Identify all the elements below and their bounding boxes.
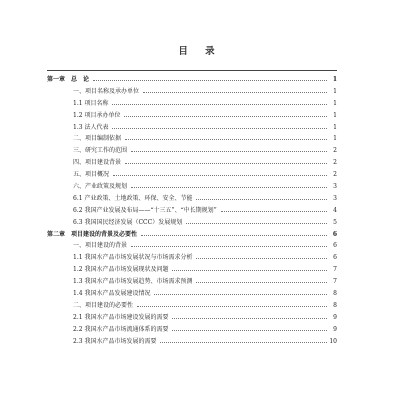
toc-entry[interactable] <box>47 192 337 204</box>
toc-entry-label: 三、研究工作的范围 <box>47 145 129 156</box>
toc-entry[interactable] <box>47 97 337 109</box>
toc-entry-page-number: 8 <box>333 301 337 309</box>
toc-entry[interactable] <box>47 73 337 85</box>
toc-leader-dots <box>131 239 327 247</box>
toc-entry[interactable] <box>47 251 337 263</box>
toc-entry-label: 1.3 我国水产品市场发展趋势、市场需求预测 <box>47 276 194 287</box>
toc-entry-page-number: 10 <box>329 337 337 345</box>
toc-entry-page-number: 7 <box>333 278 337 286</box>
toc-entry-label: 1.3 法人代表 <box>47 122 110 133</box>
toc-entry-page-number: 1 <box>333 87 337 95</box>
toc-entry[interactable] <box>47 335 337 347</box>
toc-leader-dots <box>172 323 327 331</box>
toc-entry-label: 1.4 我国水产品发展建设情况 <box>47 288 152 299</box>
toc-entry-page-number: 5 <box>333 218 337 226</box>
toc-entry-label: 一、项目名称及承办单位 <box>47 86 141 97</box>
toc-leader-dots <box>125 156 327 164</box>
toc-entry[interactable] <box>47 204 337 216</box>
toc-entry[interactable] <box>47 85 337 97</box>
toc-entry-page-number: 8 <box>333 290 337 298</box>
toc-entry-page-number: 6 <box>333 242 337 250</box>
toc-entry-label: 6.1 产业政策、土地政策、环保、安全、节能 <box>47 193 194 204</box>
toc-entry-label: 2.3 我国水产品市场发展的需要 <box>47 336 158 347</box>
toc-leader-dots <box>124 109 327 117</box>
toc-entry-label: 六、产业政策及规划 <box>47 181 129 192</box>
toc-entry-page-number: 1 <box>333 99 337 107</box>
toc-entry[interactable] <box>47 121 337 133</box>
toc-entry-label: 6.2 我国产业发展及布局——“十三五”、“中长期规划” <box>47 205 219 216</box>
toc-entry[interactable] <box>47 156 337 168</box>
toc-entry[interactable] <box>47 168 337 180</box>
toc-leader-dots <box>172 263 327 271</box>
toc-entry-page-number: 6 <box>333 254 337 262</box>
toc-leader-dots <box>172 311 327 319</box>
toc-leader-dots <box>221 204 327 212</box>
toc-entries <box>47 73 337 346</box>
toc-leader-dots <box>93 73 327 81</box>
toc-entry[interactable] <box>47 180 337 192</box>
toc-leader-dots <box>141 228 327 236</box>
toc-entry-label: 1.1 项目名称 <box>47 98 110 109</box>
toc-entry-label: 二、项目编制依据 <box>47 133 123 144</box>
toc-entry[interactable] <box>47 275 337 287</box>
toc-entry-label: 1.2 我国水产品市场发展现状及问题 <box>47 264 170 275</box>
toc-leader-dots <box>131 144 327 152</box>
toc-entry-label: 第一章 总 论 <box>47 74 91 85</box>
toc-leader-dots <box>125 132 327 140</box>
toc-entry[interactable] <box>47 263 337 275</box>
title-divider <box>47 70 337 71</box>
toc-leader-dots <box>137 299 327 307</box>
toc-entry[interactable] <box>47 216 337 228</box>
toc-leader-dots <box>143 85 327 93</box>
toc-entry[interactable] <box>47 109 337 121</box>
toc-entry-label: 1.2 项目承办单位 <box>47 110 122 121</box>
toc-entry-page-number: 1 <box>333 123 337 131</box>
toc-leader-dots <box>196 275 327 283</box>
toc-entry-page-number: 9 <box>333 313 337 321</box>
toc-entry[interactable] <box>47 144 337 156</box>
toc-leader-dots <box>154 287 327 295</box>
toc-entry[interactable] <box>47 132 337 144</box>
toc-entry-page-number: 1 <box>333 111 337 119</box>
toc-entry-page-number: 9 <box>333 325 337 333</box>
toc-leader-dots <box>196 192 327 200</box>
toc-entry-page-number: 3 <box>333 194 337 202</box>
toc-entry-label: 四、项目建设背景 <box>47 157 123 168</box>
toc-entry-page-number: 4 <box>333 206 337 214</box>
toc-leader-dots <box>112 97 327 105</box>
toc-entry[interactable] <box>47 239 337 251</box>
toc-leader-dots <box>113 168 327 176</box>
toc-entry-label: 6.3 我国国民经济发展（CCC）发展规划 <box>47 217 184 228</box>
toc-entry-label: 2.2 我国水产品市场流通体系的需要 <box>47 324 170 335</box>
toc-entry-page-number: 2 <box>333 147 337 155</box>
toc-entry-page-number: 3 <box>333 183 337 191</box>
toc-leader-dots <box>112 121 327 129</box>
toc-entry-page-number: 6 <box>332 230 337 238</box>
toc-entry-label: 1.1 我国水产品市场发展状况与市场需求分析 <box>47 252 194 263</box>
toc-entry[interactable] <box>47 228 337 240</box>
toc-entry-page-number: 2 <box>333 159 337 167</box>
toc-leader-dots <box>196 251 327 259</box>
toc-entry[interactable] <box>47 299 337 311</box>
toc-title: 目 录 <box>178 46 222 57</box>
toc-entry-page-number: 1 <box>332 76 337 83</box>
toc-entry[interactable] <box>47 287 337 299</box>
toc-entry-page-number: 2 <box>333 171 337 179</box>
toc-entry-page-number: 1 <box>333 135 337 143</box>
toc-entry-label: 2.1 我国水产品市场建设发展的需要 <box>47 312 170 323</box>
toc-leader-dots <box>186 216 327 224</box>
toc-leader-dots <box>160 335 327 343</box>
toc-entry-label: 五、项目概况 <box>47 169 111 180</box>
toc-entry[interactable] <box>47 323 337 335</box>
toc-entry-label: 二、项目建设的必要性 <box>47 300 135 311</box>
toc-entry-label: 一、项目建设的背景 <box>47 240 129 251</box>
toc-leader-dots <box>131 180 327 188</box>
toc-entry[interactable] <box>47 311 337 323</box>
toc-entry-page-number: 7 <box>333 266 337 274</box>
toc-entry-label: 第二章 项目建设的背景及必要性 <box>47 229 139 240</box>
